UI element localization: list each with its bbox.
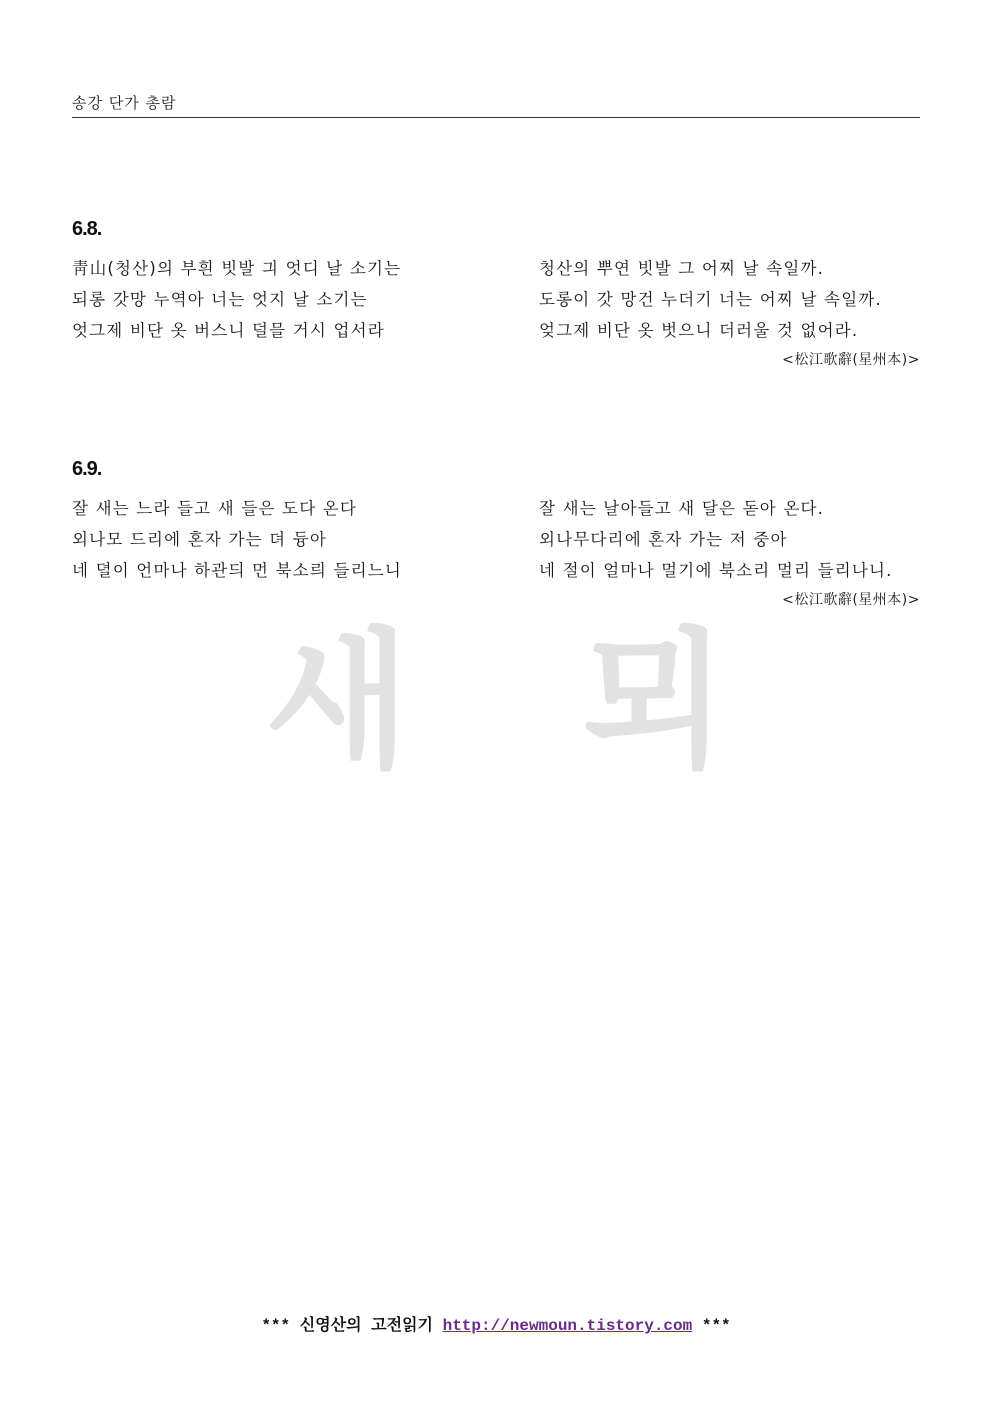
header-divider [72,117,920,118]
original-text-column [72,253,512,346]
modern-line: 외나무다리에 혼자 가는 저 중아 [539,530,788,549]
modern-text-column [539,493,920,586]
modern-text-column [539,253,920,346]
section-number: 6.9. [72,458,102,480]
original-line: 靑山(청산)의 부흰 빗발 긔 엇디 날 소기는 [72,259,402,278]
original-line: 엇그제 비단 옷 버스니 덜믈 거시 업서라 [72,321,385,340]
modern-line: 도롱이 갓 망건 누더기 너는 어찌 날 속일까. [539,290,882,309]
poem-section-6-9 [72,458,920,608]
modern-line: 청산의 뿌연 빗발 그 어찌 날 속일까. [539,259,825,278]
poem-section-6-8 [72,218,920,368]
source-citation: <松江歌辭(星州本)> [782,352,920,368]
document-header-title: 송강 단가 총람 [72,94,177,112]
footer-suffix: *** [701,1317,731,1335]
original-text-column [72,493,512,586]
page-footer [0,1312,992,1335]
modern-line: 엊그제 비단 옷 벗으니 더러울 것 없어라. [539,321,859,340]
section-number: 6.8. [72,218,102,240]
original-line: 외나모 드리에 혼자 가는 뎌 듕아 [72,530,328,549]
original-line: 잘 새는 느라 들고 새 들은 도다 온다 [72,499,358,518]
footer-prefix: *** 신영산의 고전읽기 [261,1317,433,1335]
modern-line: 잘 새는 날아들고 새 달은 돋아 온다. [539,499,825,518]
original-line: 되롱 갓망 누역아 너는 엇지 날 소기는 [72,290,368,309]
footer-link[interactable]: http://newmoun.tistory.com [442,1317,693,1335]
watermark: 새 뫼 [264,615,788,789]
original-line: 네 뎔이 언마나 하관듸 먼 북소릐 들리느니 [72,561,403,580]
source-citation: <松江歌辭(星州本)> [782,592,920,608]
modern-line: 네 절이 얼마나 멀기에 북소리 멀리 들리나니. [539,561,893,580]
